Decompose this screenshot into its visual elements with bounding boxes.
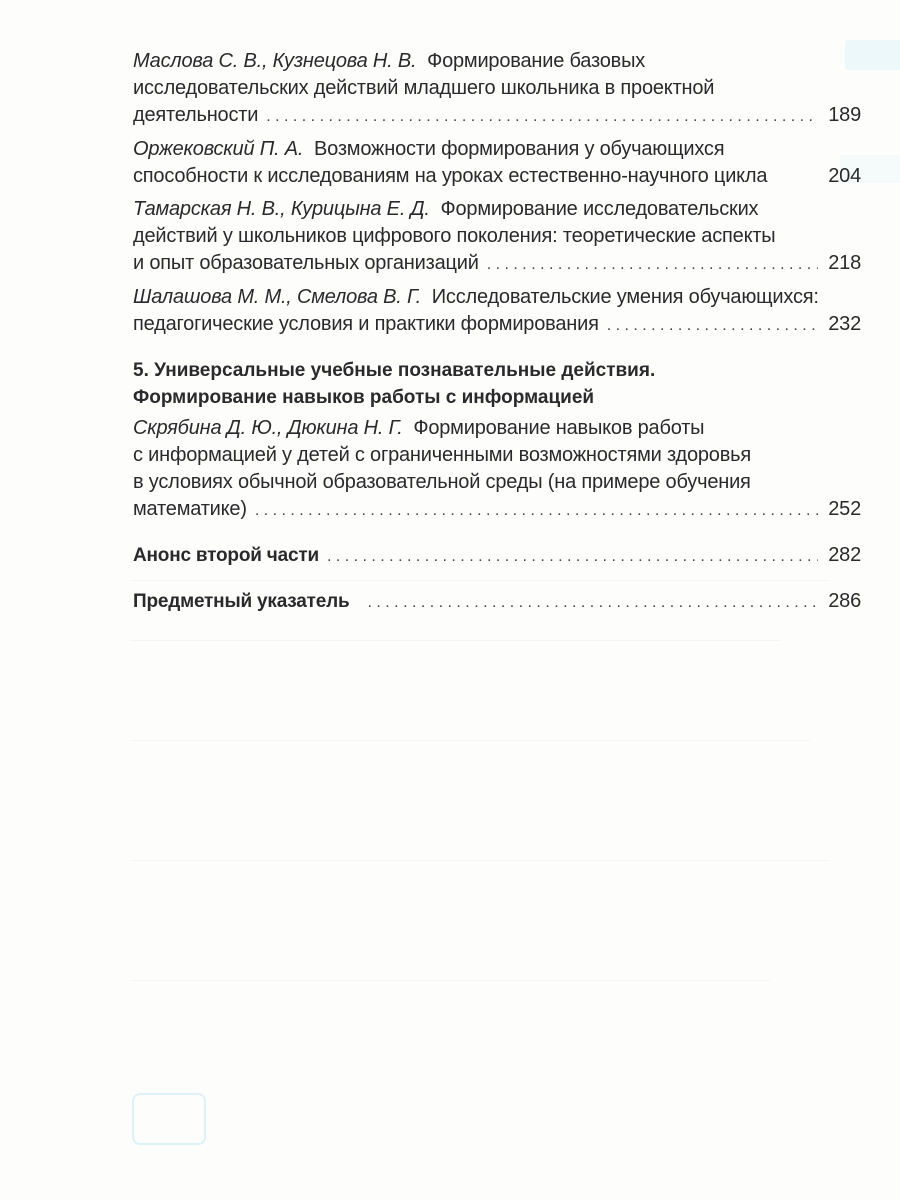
section-heading[interactable]	[133, 357, 861, 411]
section-heading-line: 5. Универсальные учебные познавательные действия.	[133, 360, 656, 381]
page-number: 232	[828, 313, 861, 335]
show-through-line	[130, 980, 770, 981]
leader-dots	[607, 312, 818, 339]
section-heading-line: Формирование навыков работы с информацией	[133, 387, 595, 408]
leader-dots	[368, 589, 819, 616]
table-of-contents	[133, 48, 861, 622]
toc-entry[interactable]	[133, 136, 861, 190]
toc-entry-authors: Оржековский П. А.	[133, 138, 304, 160]
toc-entry-title: математике)	[133, 498, 247, 520]
toc-entry-title: Формирование исследовательских	[440, 198, 759, 220]
show-through-line	[130, 740, 810, 741]
page-number: 218	[828, 252, 861, 274]
toc-entry[interactable]	[133, 415, 861, 524]
toc-entry-title: Исследовательские умения обучающихся:	[431, 286, 819, 308]
page-number: 286	[828, 590, 861, 612]
toc-entry-title: педагогические условия и практики формирования	[133, 313, 599, 335]
show-through-line	[130, 860, 830, 861]
toc-entry-announce[interactable]	[133, 542, 861, 570]
toc-entry-authors: Маслова С. В., Кузнецова Н. В.	[133, 50, 417, 72]
toc-entry-title: в условиях обычной образовательной среды (на примере обучения	[133, 471, 751, 493]
toc-entry-title: и опыт образовательных организаций	[133, 252, 479, 274]
toc-entry-title: Формирование навыков работы	[413, 417, 705, 439]
page-number: 252	[828, 498, 861, 520]
toc-entry-authors: Скрябина Д. Ю., Дюкина Н. Г.	[133, 417, 403, 439]
toc-entry-title: деятельности	[133, 104, 259, 126]
show-through-line	[130, 640, 780, 641]
toc-entry[interactable]	[133, 196, 861, 278]
leader-dots	[327, 543, 818, 570]
toc-entry-title: действий у школьников цифрового поколения: теоретические аспекты	[133, 225, 776, 247]
toc-entry-authors: Тамарская Н. В., Курицына Е. Д.	[133, 198, 430, 220]
page-number: 204	[828, 165, 861, 187]
toc-entry-title: с информацией у детей с ограниченными возможностями здоровья	[133, 444, 752, 466]
toc-entry-title: способности к исследованиям на уроках естественно-научного цикла	[133, 165, 768, 187]
toc-entry-title: Возможности формирования у обучающихся	[313, 138, 725, 160]
toc-entry-line	[133, 48, 861, 75]
toc-entry-authors: Шалашова М. М., Смелова В. Г.	[133, 286, 421, 308]
page-number: 282	[828, 544, 861, 566]
toc-entry-title: Формирование базовых	[427, 50, 646, 72]
show-through-page-box	[132, 1093, 206, 1145]
leader-dots	[255, 497, 818, 524]
toc-entry-index[interactable]	[133, 588, 861, 616]
leader-dots	[266, 103, 818, 130]
toc-entry-title: исследовательских действий младшего школьника в проектной	[133, 77, 715, 99]
page-number: 189	[828, 104, 861, 126]
toc-entry-title: Анонс второй части	[133, 545, 319, 566]
leader-dots	[487, 251, 818, 278]
toc-entry[interactable]	[133, 48, 861, 130]
toc-entry-title: Предметный указатель	[133, 591, 350, 612]
toc-entry[interactable]	[133, 284, 861, 339]
